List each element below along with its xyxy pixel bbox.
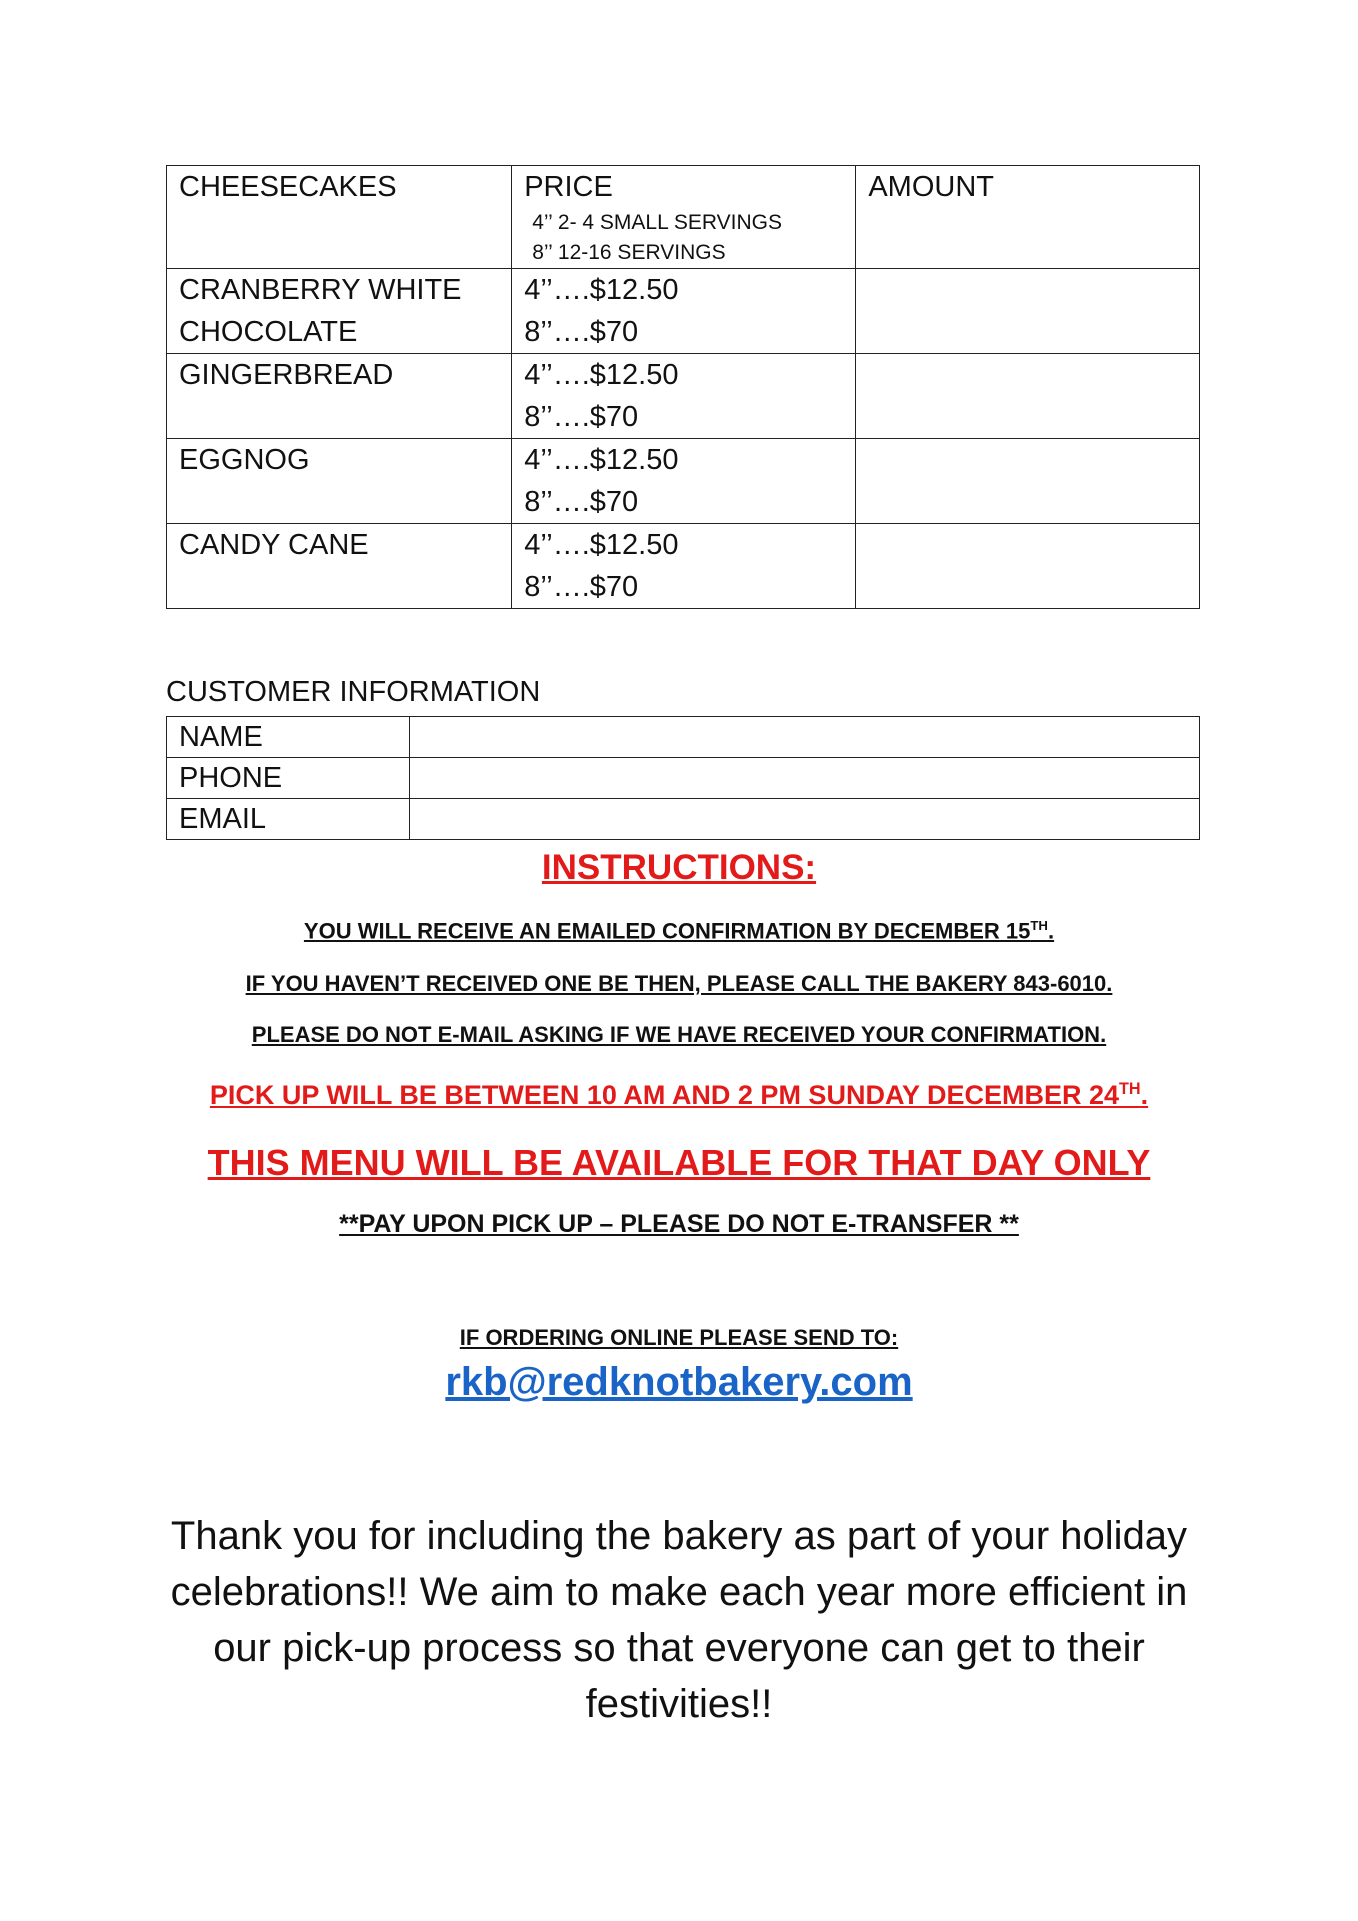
price-4-inch: 4’’….$12.50 [524, 444, 679, 476]
item-price [512, 269, 856, 354]
period: . [1047, 918, 1055, 944]
table-row [167, 799, 1200, 840]
item-name-line: CRANBERRY WHITE [179, 274, 462, 306]
amount-cell[interactable] [856, 439, 1200, 524]
item-name-line: GINGERBREAD [179, 359, 394, 391]
name-field[interactable] [410, 717, 1200, 758]
table-row [167, 269, 1200, 354]
period: . [1140, 1080, 1149, 1110]
header-price-label: PRICE [524, 171, 613, 203]
price-8-inch: 8’’….$70 [524, 571, 639, 603]
item-price [512, 439, 856, 524]
confirmation-text: YOU WILL RECEIVE AN EMAILED CONFIRMATION BY DECEMBER 15 [303, 918, 1031, 944]
date-suffix: TH [1119, 1080, 1141, 1098]
email-field[interactable] [410, 799, 1200, 840]
amount-cell[interactable] [856, 269, 1200, 354]
item-name [167, 269, 512, 354]
pickup-note [0, 1080, 1358, 1111]
field-label-name: NAME [167, 717, 410, 758]
payment-note: **PAY UPON PICK UP – PLEASE DO NOT E-TRANSFER ** [339, 1210, 1019, 1238]
price-4-inch: 4’’….$12.50 [524, 274, 679, 306]
thank-you-message: Thank you for including the bakery as part of your holiday celebrations!! We aim to make each year more efficient in our pick-up process so that everyone can get to their festivities!! [170, 1514, 1188, 1726]
price-8-inch: 8’’….$70 [524, 316, 639, 348]
cheesecake-order-table [166, 165, 1200, 609]
item-name [167, 439, 512, 524]
customer-info-table [166, 716, 1200, 840]
price-4-inch: 4’’….$12.50 [524, 529, 679, 561]
item-name-line: CHOCOLATE [179, 316, 358, 348]
field-label-phone: PHONE [167, 758, 410, 799]
header-price [512, 166, 856, 269]
item-name-line: CANDY CANE [179, 529, 369, 561]
item-name [167, 524, 512, 609]
customer-info-title: CUSTOMER INFORMATION [166, 676, 541, 708]
phone-field[interactable] [410, 758, 1200, 799]
table-row [167, 758, 1200, 799]
pickup-text: PICK UP WILL BE BETWEEN 10 AM AND 2 PM SUNDAY DECEMBER 24 [209, 1080, 1120, 1110]
table-row [167, 439, 1200, 524]
no-email-note: PLEASE DO NOT E-MAIL ASKING IF WE HAVE RECEIVED YOUR CONFIRMATION. [251, 1022, 1107, 1047]
servings-8-inch: 8’’ 12-16 SERVINGS [532, 241, 726, 264]
confirmation-note [0, 918, 1358, 944]
price-8-inch: 8’’….$70 [524, 486, 639, 518]
amount-cell[interactable] [856, 354, 1200, 439]
date-suffix: TH [1030, 918, 1048, 933]
item-price [512, 524, 856, 609]
servings-4-inch: 4’’ 2- 4 SMALL SERVINGS [532, 211, 782, 234]
table-row [167, 717, 1200, 758]
instructions-title: INSTRUCTIONS: [541, 848, 817, 887]
item-price [512, 354, 856, 439]
table-header-row [167, 166, 1200, 269]
bakery-email-link[interactable]: rkb@redknotbakery.com [445, 1360, 913, 1404]
price-8-inch: 8’’….$70 [524, 401, 639, 433]
amount-cell[interactable] [856, 524, 1200, 609]
table-row [167, 524, 1200, 609]
table-row [167, 354, 1200, 439]
item-name-line: EGGNOG [179, 444, 310, 476]
header-amount: AMOUNT [856, 166, 1200, 269]
price-4-inch: 4’’….$12.50 [524, 359, 679, 391]
field-label-email: EMAIL [167, 799, 410, 840]
header-cheesecakes: CHEESECAKES [167, 166, 512, 269]
online-order-label: IF ORDERING ONLINE PLEASE SEND TO: [459, 1325, 899, 1350]
menu-availability-note: THIS MENU WILL BE AVAILABLE FOR THAT DAY ONLY [207, 1142, 1151, 1183]
call-bakery-note: IF YOU HAVEN’T RECEIVED ONE BE THEN, PLEASE CALL THE BAKERY 843-6010. [245, 971, 1113, 996]
item-name [167, 354, 512, 439]
